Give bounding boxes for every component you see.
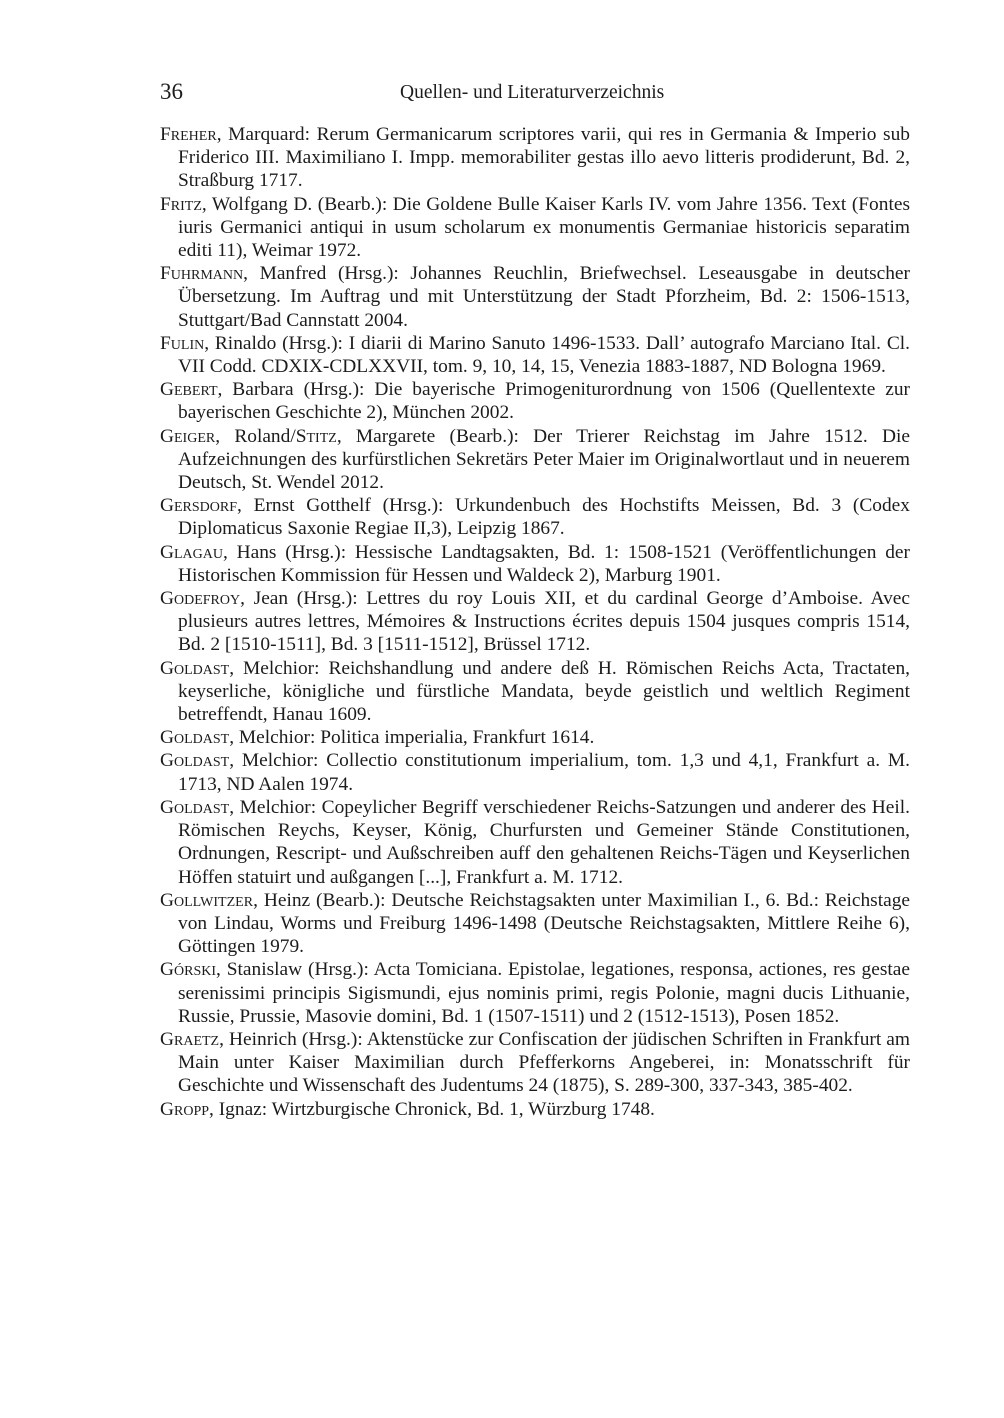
author-name: Graetz bbox=[160, 1028, 220, 1050]
author-name: Godefroy bbox=[160, 588, 241, 610]
entry-text: , Manfred (Hrsg.): Johannes Reuchlin, Briefwechsel. Leseausgabe in deutscher Übersetzung. Im Auftrag und mit Unterstützung der Stadt Pforzheim, Bd. 2: 1506-1513, Stuttgart/Bad Cannstatt 2004. bbox=[178, 263, 910, 331]
bib-entry-goldast-1 bbox=[160, 657, 910, 727]
author-name: Gersdorf bbox=[160, 495, 238, 517]
bib-entry-goldast-3 bbox=[160, 749, 910, 795]
bib-entry-geiger bbox=[160, 425, 910, 495]
page-number: 36 bbox=[160, 79, 183, 104]
bib-entry-glagau bbox=[160, 541, 910, 587]
bib-entry-gersdorf bbox=[160, 494, 910, 540]
entry-text: , Hans (Hrsg.): Hessische Landtagsakten, Bd. 1: 1508-1521 (Veröffentlichungen der Historischen Kommission für Hessen und Waldeck 2), Marburg 1901. bbox=[178, 541, 910, 586]
entry-text: , Wolfgang D. (Bearb.): Die Goldene Bulle Kaiser Karls IV. vom Jahre 1356. Text (Fontes iuris Germanici antiqui in usum scholarum ex monumentis Germaniae historicis separatim editi 11), Weimar 1972. bbox=[178, 193, 910, 262]
author-name: Gollwitzer bbox=[160, 889, 254, 911]
author-name: Górski bbox=[160, 959, 217, 981]
author-name: Geiger bbox=[160, 425, 216, 447]
entry-text: , Ignaz: Wirtzburgische Chronick, Bd. 1, Würzburg 1748. bbox=[209, 1098, 655, 1120]
author-name: Goldast bbox=[160, 796, 230, 818]
bib-entry-fuhrmann bbox=[160, 262, 910, 332]
author-name: Fritz bbox=[160, 193, 202, 215]
bib-entry-goldast-2 bbox=[160, 726, 910, 749]
bib-entry-fulin bbox=[160, 332, 910, 378]
entry-text: , Jean (Hrsg.): Lettres du roy Louis XII, et du cardinal George d’Amboise. Avec plusieurs autres lettres, Mémoires & Instructions écrites depuis 1504 jusques compris 1514, Bd. 2 [1510-1511], Bd. 3 [1511-1512], Brüssel 1712. bbox=[178, 588, 910, 656]
bib-entry-freher bbox=[160, 123, 910, 193]
entry-text: , Heinz (Bearb.): Deutsche Reichstagsakten unter Maximilian I., 6. Bd.: Reichstage von Lindau, Worms und Freiburg 1496-1498 (Deutsche Reichstagsakten, Mittlere Reihe 6), Göttingen 1979. bbox=[178, 889, 910, 958]
bib-entry-godefroy bbox=[160, 587, 910, 657]
author-name: Gropp bbox=[160, 1098, 210, 1120]
entry-text: , Barbara (Hrsg.): Die bayerische Primogeniturordnung von 1506 (Quellentexte zur bayerischen Geschichte 2), München 2002. bbox=[178, 379, 910, 424]
author-name: Freher bbox=[160, 124, 217, 145]
author-name: Goldast bbox=[160, 657, 230, 679]
author-name: Fuhrmann bbox=[160, 263, 244, 285]
bibliography-list bbox=[160, 123, 910, 1121]
author-name: Goldast bbox=[160, 750, 230, 772]
entry-text: , Heinrich (Hrsg.): Aktenstücke zur Confiscation der jüdischen Schriften in Frankfurt am Main unter Kaiser Maximilian durch Pfefferkorns Angeberei, in: Monatsschrift für Geschichte und Wissenschaft des Judentums 24 (1875), S. 289-300, 337-343, 385-402. bbox=[178, 1028, 910, 1097]
bib-entry-gebert bbox=[160, 378, 910, 424]
entry-text: , Melchior: Reichshandlung und andere deß H. Römischen Reichs Acta, Tractaten, keyserliche, königliche und fürstliche Mandata, beyde geistlich und weltlich Regiment betreffendt, Hanau 1609. bbox=[178, 657, 910, 726]
entry-text: , Rinaldo (Hrsg.): I diarii di Marino Sanuto 1496-1533. Dall’ autografo Marciano Ital. Cl. VII Codd. CDXIX-CDLXXVII, tom. 9, 10, 14, 15, Venezia 1883-1887, ND Bologna 1969. bbox=[178, 332, 910, 378]
author-name: Goldast bbox=[160, 727, 230, 749]
author-name: Glagau bbox=[160, 541, 223, 563]
bib-entry-gropp bbox=[160, 1098, 910, 1121]
entry-text: , Roland/ bbox=[215, 425, 296, 447]
entry-text: , Melchior: Politica imperialia, Frankfurt 1614. bbox=[229, 727, 595, 749]
entry-text: , Melchior: Collectio constitutionum imperialium, tom. 1,3 und 4,1, Frankfurt a. M. 1713, ND Aalen 1974. bbox=[178, 750, 910, 795]
entry-text: , Marquard: Rerum Germanicarum scriptores varii, qui res in Germania & Imperio sub Friderico III. Maximiliano I. Impp. memorabiliter gestas illo aevo litteris prodiderunt, Bd. 2, Straßburg 1717. bbox=[178, 124, 910, 192]
running-head: Quellen- und Literaturverzeichnis bbox=[400, 82, 665, 103]
bib-entry-gorski bbox=[160, 958, 910, 1028]
bib-entry-fritz bbox=[160, 193, 910, 263]
bib-entry-graetz bbox=[160, 1028, 910, 1098]
entry-text: , Ernst Gotthelf (Hrsg.): Urkundenbuch des Hochstifts Meissen, Bd. 3 (Codex Diplomaticus Saxonie Regiae II,3), Leipzig 1867. bbox=[178, 495, 910, 540]
author-name: Fulin bbox=[160, 332, 205, 354]
bib-entry-goldast-4 bbox=[160, 796, 910, 889]
entry-text-second: , Margarete (Bearb.): Der Trierer Reichstag im Jahre 1512. Die Aufzeichnungen des kurfürstlichen Sekretärs Peter Maier im Originalwortlaut und in neuerem Deutsch, St. Wendel 2012. bbox=[178, 425, 910, 494]
bib-entry-gollwitzer bbox=[160, 889, 910, 959]
entry-text: , Stanislaw (Hrsg.): Acta Tomiciana. Epistolae, legationes, responsa, actiones, res gestae serenissimi principis Sigismundi, ejus nominis primi, regis Polonie, magni ducis Lithuanie, Russie, Prussie, Masovie domini, Bd. 1 (1507-1511) und 2 (1512-1513), Posen 1852. bbox=[178, 959, 910, 1027]
author-name: Gebert bbox=[160, 379, 218, 401]
entry-text: , Melchior: Copeylicher Begriff verschiedener Reichs-Satzungen und anderer des Heil. Römischen Reychs, Keyser, König, Churfursten und Gemeiner Stände Constitutionen, Ordnungen, Rescript- und Außschreiben auff den gehaltenen Reichs-Tägen und Keyserlichen Höffen statuirt und außgangen [...], Frankfurt a. M. 1712. bbox=[178, 796, 910, 888]
author-name-second: Stitz bbox=[295, 425, 337, 447]
